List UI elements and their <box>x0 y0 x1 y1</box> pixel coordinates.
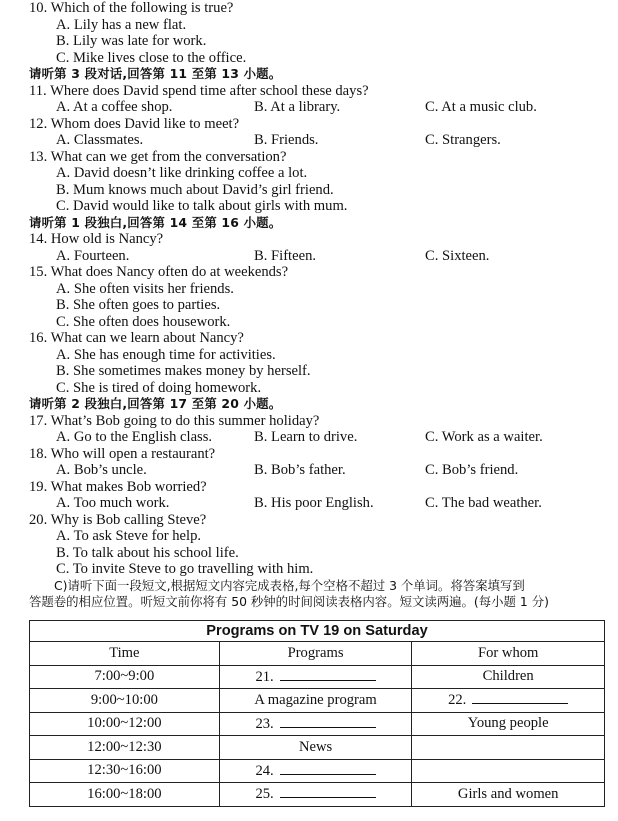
instruction: 请听第 2 段独白,回答第 17 至第 20 小题。 <box>29 396 282 411</box>
question-15: 15. What does Nancy often do at weekends? <box>29 264 289 280</box>
question-20: 20. Why is Bob calling Steve? <box>29 511 207 528</box>
option: B. Friends. <box>254 132 319 148</box>
option: A. She often visits her friends. <box>56 280 234 297</box>
header-for-whom: For whom <box>412 642 605 666</box>
options-row <box>29 132 609 149</box>
options-row <box>29 248 609 265</box>
question-10: 10. Which of the following is true? <box>29 0 234 16</box>
option: C. She is tired of doing homework. <box>56 379 262 396</box>
option: C. At a music club. <box>425 99 537 115</box>
instruction: 请听第 3 段对话,回答第 11 至第 13 小题。 <box>29 66 282 81</box>
cell-audience: Young people <box>412 712 605 736</box>
option: C. She often does housework. <box>56 313 231 330</box>
option: C. Strangers. <box>425 132 501 148</box>
cell-time: 12:00~12:30 <box>30 736 220 760</box>
blank-number: 23. <box>255 715 274 732</box>
answer-blank[interactable] <box>280 762 376 775</box>
option: B. Learn to drive. <box>254 429 358 445</box>
cell-time: 10:00~12:00 <box>30 712 220 736</box>
option: A. To ask Steve for help. <box>56 528 202 544</box>
section-c-instruction: C)请听下面一段短文,根据短文内容完成表格,每个空格不超过 3 个单词。将答案填写到 <box>54 577 525 593</box>
option: B. At a library. <box>254 99 341 115</box>
cell-time: 9:00~10:00 <box>30 689 220 713</box>
question-19: 19. What makes Bob worried? <box>29 478 207 495</box>
question-18: 18. Who will open a restaurant? <box>29 445 216 462</box>
option: B. Fifteen. <box>254 247 317 264</box>
option: A. Go to the English class. <box>56 429 213 445</box>
option: C. To invite Steve to go travelling with him. <box>56 561 314 577</box>
option: C. David would like to talk about girls with mum. <box>56 198 348 214</box>
cell-audience: Girls and women <box>412 783 605 807</box>
tv-programs-table <box>29 620 605 807</box>
answer-blank[interactable] <box>280 715 376 728</box>
options-row <box>29 99 609 116</box>
option: C. Bob’s friend. <box>425 462 519 478</box>
option: B. His poor English. <box>254 495 374 511</box>
option: B. She sometimes makes money by herself. <box>56 363 311 379</box>
cell-program <box>219 783 412 807</box>
answer-blank[interactable] <box>280 785 376 798</box>
option: C. Work as a waiter. <box>425 429 543 445</box>
option: A. At a coffee shop. <box>56 99 173 115</box>
options-row <box>29 462 609 479</box>
cell-program <box>219 712 412 736</box>
option: A. Too much work. <box>56 495 170 511</box>
cell-audience <box>412 689 605 713</box>
cell-program: A magazine program <box>219 689 412 713</box>
cell-audience <box>412 759 605 783</box>
header-programs: Programs <box>219 642 412 666</box>
exam-page <box>29 0 609 611</box>
options-row <box>29 495 609 512</box>
cell-time: 16:00~18:00 <box>30 783 220 807</box>
header-time: Time <box>30 642 220 666</box>
question-11: 11. Where does David spend time after school these days? <box>29 82 369 99</box>
option: A. Lily has a new flat. <box>56 16 187 33</box>
blank-number: 21. <box>255 668 274 685</box>
option: A. David doesn’t like drinking coffee a lot. <box>56 165 308 181</box>
question-14: 14. How old is Nancy? <box>29 231 164 247</box>
option: B. Mum knows much about David’s girl friend. <box>56 181 334 198</box>
cell-audience <box>412 736 605 760</box>
option: B. Bob’s father. <box>254 462 346 478</box>
option: A. Classmates. <box>56 132 144 148</box>
cell-audience: Children <box>412 665 605 689</box>
option: A. She has enough time for activities. <box>56 346 276 363</box>
question-16: 16. What can we learn about Nancy? <box>29 330 244 346</box>
answer-blank[interactable] <box>472 691 568 704</box>
cell-program <box>219 759 412 783</box>
cell-program <box>219 665 412 689</box>
instruction: 请听第 1 段独白,回答第 14 至第 16 小题。 <box>29 214 282 230</box>
question-13: 13. What can we get from the conversation? <box>29 148 287 165</box>
option: A. Bob’s uncle. <box>56 462 147 478</box>
question-12: 12. Whom does David like to meet? <box>29 115 240 132</box>
option: B. She often goes to parties. <box>56 297 221 313</box>
table-row <box>30 759 605 783</box>
option: B. To talk about his school life. <box>56 544 239 561</box>
option: C. Mike lives close to the office. <box>56 49 247 66</box>
blank-number: 25. <box>255 786 274 803</box>
answer-blank[interactable] <box>280 668 376 681</box>
cell-time: 7:00~9:00 <box>30 665 220 689</box>
cell-time: 12:30~16:00 <box>30 759 220 783</box>
option: B. Lily was late for work. <box>56 33 207 49</box>
option: C. Sixteen. <box>425 247 490 264</box>
table-title: Programs on TV 19 on Saturday <box>30 621 605 642</box>
blank-number: 22. <box>448 692 467 709</box>
section-c-instruction-cont: 答题卷的相应位置。听短文前你将有 50 秒钟的时间阅读表格内容。短文读两遍。(每小题 1 分) <box>29 594 549 609</box>
option: C. The bad weather. <box>425 495 542 511</box>
table-row <box>30 712 605 736</box>
table-row <box>30 736 605 760</box>
table-row <box>30 665 605 689</box>
question-17: 17. What’s Bob going to do this summer holiday? <box>29 412 320 429</box>
cell-program: News <box>219 736 412 760</box>
table-row <box>30 783 605 807</box>
blank-number: 24. <box>255 762 274 779</box>
options-row <box>29 429 609 446</box>
option: A. Fourteen. <box>56 247 130 264</box>
table-header <box>30 642 605 666</box>
table-row <box>30 689 605 713</box>
